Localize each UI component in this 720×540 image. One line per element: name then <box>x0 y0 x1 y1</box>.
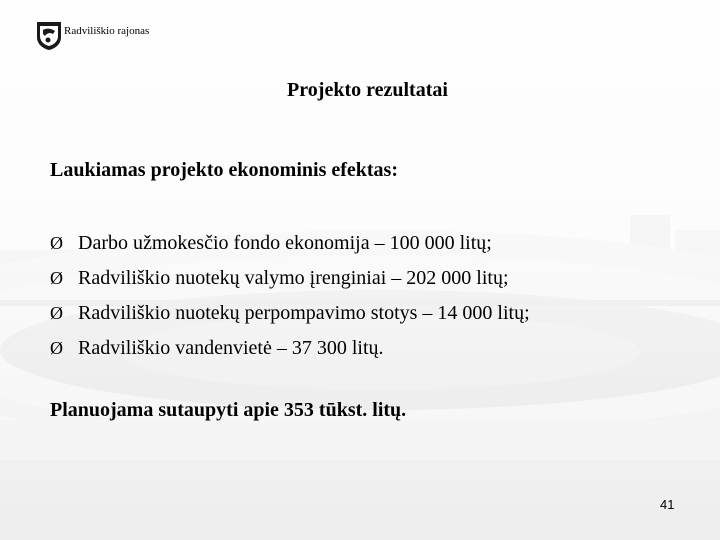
bullet-text: Radviliškio vandenvietė – 37 300 litų. <box>78 336 384 359</box>
page-number: 41 <box>660 497 675 512</box>
slide-subtitle: Laukiamas projekto ekonominis efektas: <box>50 159 398 181</box>
slide-title: Projekto rezultatai <box>287 79 448 101</box>
list-item <box>50 330 530 365</box>
list-item <box>50 260 530 295</box>
arrow-bullet-icon: Ø <box>50 232 63 253</box>
brand-text: Radviliškio rajonas <box>64 25 150 37</box>
bullet-list <box>50 225 530 365</box>
arrow-bullet-icon: Ø <box>50 267 63 288</box>
list-item <box>50 295 530 330</box>
conclusion-text: Planuojama sutaupyti apie 353 tūkst. litų. <box>50 399 407 421</box>
arrow-bullet-icon: Ø <box>50 302 63 323</box>
bullet-text: Darbo užmokesčio fondo ekonomija – 100 000 litų; <box>78 231 492 254</box>
bullet-text: Radviliškio nuotekų valymo įrenginiai – 202 000 litų; <box>78 266 509 289</box>
arrow-bullet-icon: Ø <box>50 337 63 358</box>
bullet-text: Radviliškio nuotekų perpompavimo stotys – 14 000 litų; <box>78 301 530 324</box>
list-item <box>50 225 530 260</box>
coat-of-arms-icon <box>36 21 62 51</box>
